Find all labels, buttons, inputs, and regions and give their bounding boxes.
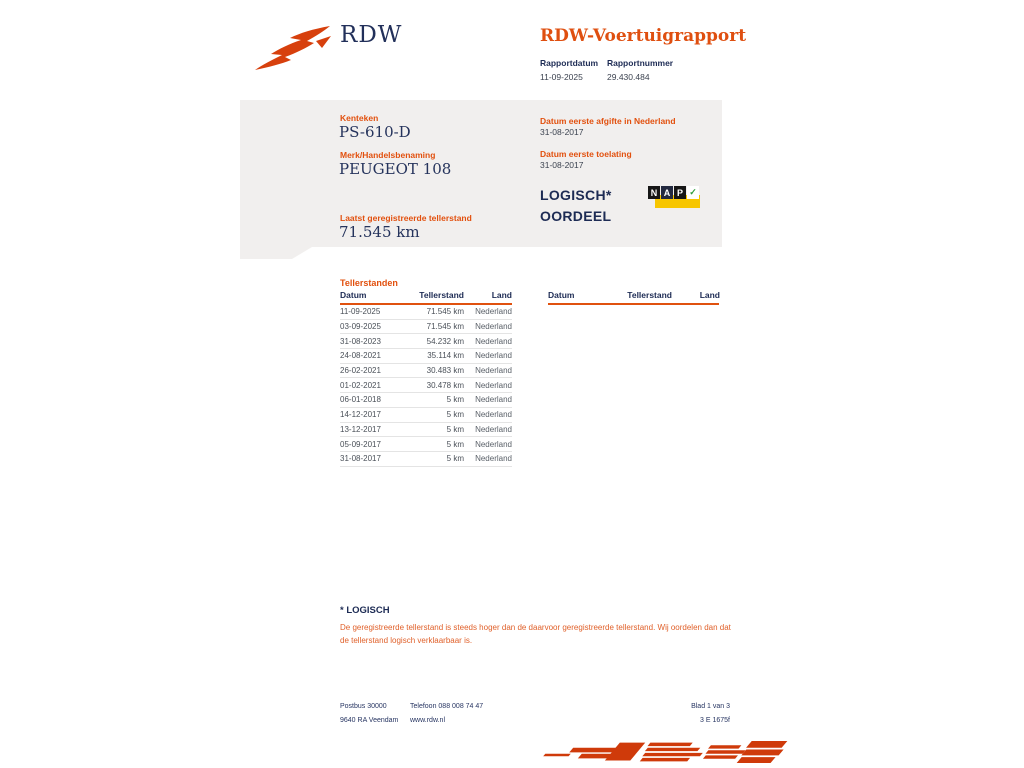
cell-datum: 31-08-2017 — [340, 454, 381, 464]
table-row — [340, 408, 512, 423]
cell-land: Nederland — [475, 307, 512, 317]
cell-tellerstand: 5 km — [446, 454, 464, 464]
nap-check-icon: ✓ — [687, 186, 699, 199]
footer-form-code: 3 E 1675f — [700, 717, 730, 724]
table-row — [340, 452, 512, 467]
cell-datum: 31-08-2023 — [340, 336, 381, 346]
cell-tellerstand: 5 km — [446, 424, 464, 434]
cell-tellerstand: 30.483 km — [426, 366, 464, 376]
cell-tellerstand: 35.114 km — [427, 351, 464, 361]
table-row — [340, 423, 512, 438]
report-date-label: Rapportdatum — [540, 58, 599, 68]
table-row — [340, 364, 512, 379]
cell-datum: 11-09-2025 — [340, 307, 381, 317]
table-row — [340, 334, 512, 349]
vehicle-box-tab — [240, 247, 312, 259]
cell-tellerstand: 30.478 km — [426, 380, 464, 390]
oordeel-line2: OORDEEL — [540, 208, 612, 224]
cell-land: Nederland — [475, 380, 512, 390]
cell-datum: 05-09-2017 — [340, 439, 381, 449]
cell-land: Nederland — [475, 395, 512, 405]
footer-city: 9640 RA Veendam — [340, 717, 399, 724]
cell-land: Nederland — [475, 322, 512, 332]
tellerstanden-table-left — [340, 290, 512, 467]
cell-tellerstand: 71.545 km — [426, 307, 464, 317]
footer-page-info — [620, 700, 730, 728]
toelating-label: Datum eerste toelating — [540, 149, 632, 159]
cell-land: Nederland — [475, 351, 512, 361]
table-row — [340, 305, 512, 320]
col-header-tellerstand: Tellerstand — [419, 290, 464, 300]
report-date — [540, 58, 598, 82]
nap-logo — [648, 184, 702, 211]
tellerstand-label: Laatst geregistreerde tellerstand — [340, 213, 472, 223]
merk-value: PEUGEOT 108 — [339, 160, 452, 178]
cell-land: Nederland — [475, 336, 512, 346]
rdw-logo — [253, 24, 333, 72]
footnote-text: De geregistreerde tellerstand is steeds hoger dan de daarvoor geregistreerde tellerstand. Wij oordelen dan dat de tellerstand logisch verklaarbaar is. — [340, 623, 731, 645]
cell-datum: 06-01-2018 — [340, 395, 381, 405]
footer-page-number: Blad 1 van 3 — [691, 703, 730, 710]
col-header-tellerstand: Tellerstand — [627, 290, 672, 300]
table-row — [340, 349, 512, 364]
afgifte-value: 31-08-2017 — [540, 127, 584, 137]
footer-address — [340, 700, 398, 728]
oordeel-line1: LOGISCH* — [540, 187, 612, 203]
nap-letter-p: P — [674, 186, 686, 199]
cell-land: Nederland — [475, 410, 512, 420]
cell-tellerstand: 5 km — [446, 410, 464, 420]
cell-tellerstand: 5 km — [446, 395, 464, 405]
report-number-value: 29.430.484 — [607, 72, 650, 82]
col-header-land: Land — [699, 290, 720, 300]
cell-datum: 13-12-2017 — [340, 424, 381, 434]
col-header-datum: Datum — [340, 290, 367, 300]
col-header-land: Land — [491, 290, 512, 300]
cell-land: Nederland — [475, 454, 512, 464]
col-header-datum: Datum — [548, 290, 575, 300]
cell-land: Nederland — [475, 424, 512, 434]
cell-datum: 01-02-2021 — [340, 380, 381, 390]
toelating-value: 31-08-2017 — [540, 160, 584, 170]
footer-phone: Telefoon 088 008 74 47 — [410, 703, 484, 710]
table-row — [340, 393, 512, 408]
table-body — [340, 305, 512, 467]
nap-letter-n: N — [648, 186, 660, 199]
footer-postbus: Postbus 30000 — [340, 703, 387, 710]
footnote-title: * LOGISCH — [340, 605, 390, 616]
merk-label: Merk/Handelsbenaming — [340, 150, 436, 160]
kenteken-label: Kenteken — [340, 113, 379, 123]
footer-website: www.rdw.nl — [410, 717, 446, 724]
table-row — [340, 378, 512, 393]
cell-datum: 24-08-2021 — [340, 351, 381, 361]
cell-land: Nederland — [475, 439, 512, 449]
cell-datum: 03-09-2025 — [340, 322, 381, 332]
tellerstanden-table-right — [548, 290, 719, 305]
rdw-decorative-stripes-graphic — [543, 737, 793, 767]
table-header-row — [340, 290, 512, 305]
kenteken-value: PS-610-D — [339, 123, 411, 141]
table-row — [340, 437, 512, 452]
tellerstanden-title: Tellerstanden — [340, 278, 398, 288]
table-header-row — [548, 290, 719, 305]
cell-datum: 14-12-2017 — [340, 410, 381, 420]
footer-contact — [410, 700, 483, 728]
table-row — [340, 320, 512, 335]
report-date-value: 11-09-2025 — [540, 72, 583, 82]
afgifte-label: Datum eerste afgifte in Nederland — [540, 116, 676, 126]
tellerstand-value: 71.545 km — [339, 223, 420, 241]
cell-tellerstand: 54.232 km — [426, 336, 464, 346]
cell-tellerstand: 5 km — [446, 439, 464, 449]
oordeel-text — [540, 185, 612, 227]
nap-letter-a: A — [661, 186, 673, 199]
cell-land: Nederland — [475, 366, 512, 376]
page-title: RDW-Voertuigrapport — [540, 26, 747, 46]
report-number-label: Rapportnummer — [607, 58, 674, 68]
cell-tellerstand: 71.545 km — [426, 322, 464, 332]
cell-datum: 26-02-2021 — [340, 366, 381, 376]
report-number — [607, 58, 673, 82]
rdw-wordmark: RDW — [340, 22, 403, 48]
